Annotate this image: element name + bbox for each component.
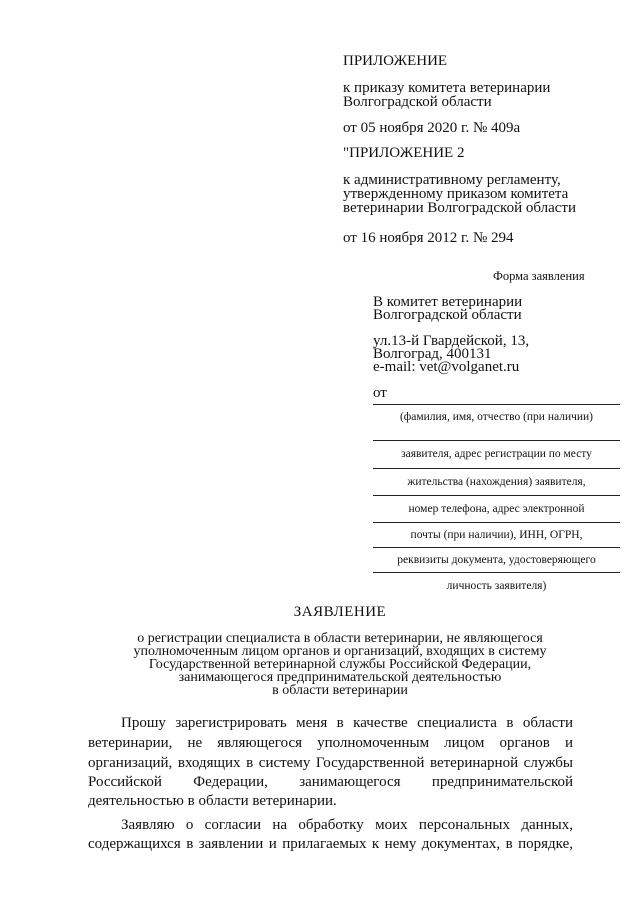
regulation-line-1: к административному регламенту, (343, 172, 561, 188)
statement-subtitle-3: Государственной ветеринарной службы Российской Федерации, (148, 657, 532, 672)
body-p1-line-5: деятельностью в области ветеринарии. (88, 793, 337, 809)
addressee-line-1: В комитет ветеринарии (373, 294, 523, 310)
order-line-2: Волгоградской области (343, 94, 492, 110)
regulation-line-3: ветеринарии Волгоградской области (343, 200, 576, 216)
fill-line (373, 522, 620, 523)
applicant-hint-5: почты (при наличии), ИНН, ОГРН, (410, 529, 583, 541)
body-p1-line-4: Российской Федерации, занимающегося предпринимательской (88, 774, 573, 790)
statement-subtitle-1: о регистрации специалиста в области ветеринарии, не являющегося (137, 631, 543, 646)
statement-subtitle-4: занимающегося предпринимательской деятельностью (178, 670, 502, 685)
body-p2-line-1: Заявляю о согласии на обработку моих персональных данных, (121, 817, 573, 833)
body-p1-line-1: Прошу зарегистрировать меня в качестве специалиста в области (121, 715, 573, 731)
fill-line (373, 440, 620, 441)
addressee-from: от (373, 385, 387, 401)
fill-line (373, 404, 620, 405)
regulation-line-2: утвержденному приказом комитета (343, 186, 569, 202)
applicant-hint-6: реквизиты документа, удостоверяющего (397, 554, 596, 566)
body-p1-line-3: организаций, входящих в систему Государственной ветеринарной службы (88, 755, 573, 771)
addressee-line-2: Волгоградской области (373, 307, 522, 323)
fill-line (373, 572, 620, 573)
applicant-hint-3: жительства (нахождения) заявителя, (407, 476, 586, 488)
statement-title: ЗАЯВЛЕНИЕ (293, 604, 387, 620)
form-label: Форма заявления (493, 269, 585, 283)
applicant-hint-4: номер телефона, адрес электронной (408, 503, 585, 515)
addressee-email: e-mail: vet@volganet.ru (373, 359, 520, 375)
statement-subtitle-2: уполномоченным лицом органов и организаций, входящих в систему (133, 644, 547, 659)
appendix-2-title: "ПРИЛОЖЕНИЕ 2 (343, 145, 465, 161)
statement-subtitle-5: в области ветеринарии (272, 683, 408, 698)
fill-line (373, 468, 620, 469)
fill-line (373, 495, 620, 496)
appendix-title: ПРИЛОЖЕНИЕ (343, 53, 448, 69)
body-p2-line-2: содержащихся в заявлении и прилагаемых к нему документах, в порядке, (88, 836, 573, 852)
order-date: от 05 ноября 2020 г. № 409а (343, 120, 521, 136)
applicant-hint-1: (фамилия, имя, отчество (при наличии) (399, 411, 594, 423)
order-line-1: к приказу комитета ветеринарии (343, 80, 551, 96)
addressee-address-2: Волгоград, 400131 (373, 346, 492, 362)
addressee-address-1: ул.13-й Гвардейской, 13, (373, 333, 530, 349)
regulation-date: от 16 ноября 2012 г. № 294 (343, 230, 514, 246)
body-p1-line-2: ветеринарии, не являющегося уполномоченным лицом органов и (88, 735, 573, 751)
applicant-hint-2: заявителя, адрес регистрации по месту (401, 448, 592, 460)
applicant-hint-7: личность заявителя) (446, 580, 547, 592)
fill-line (373, 547, 620, 548)
